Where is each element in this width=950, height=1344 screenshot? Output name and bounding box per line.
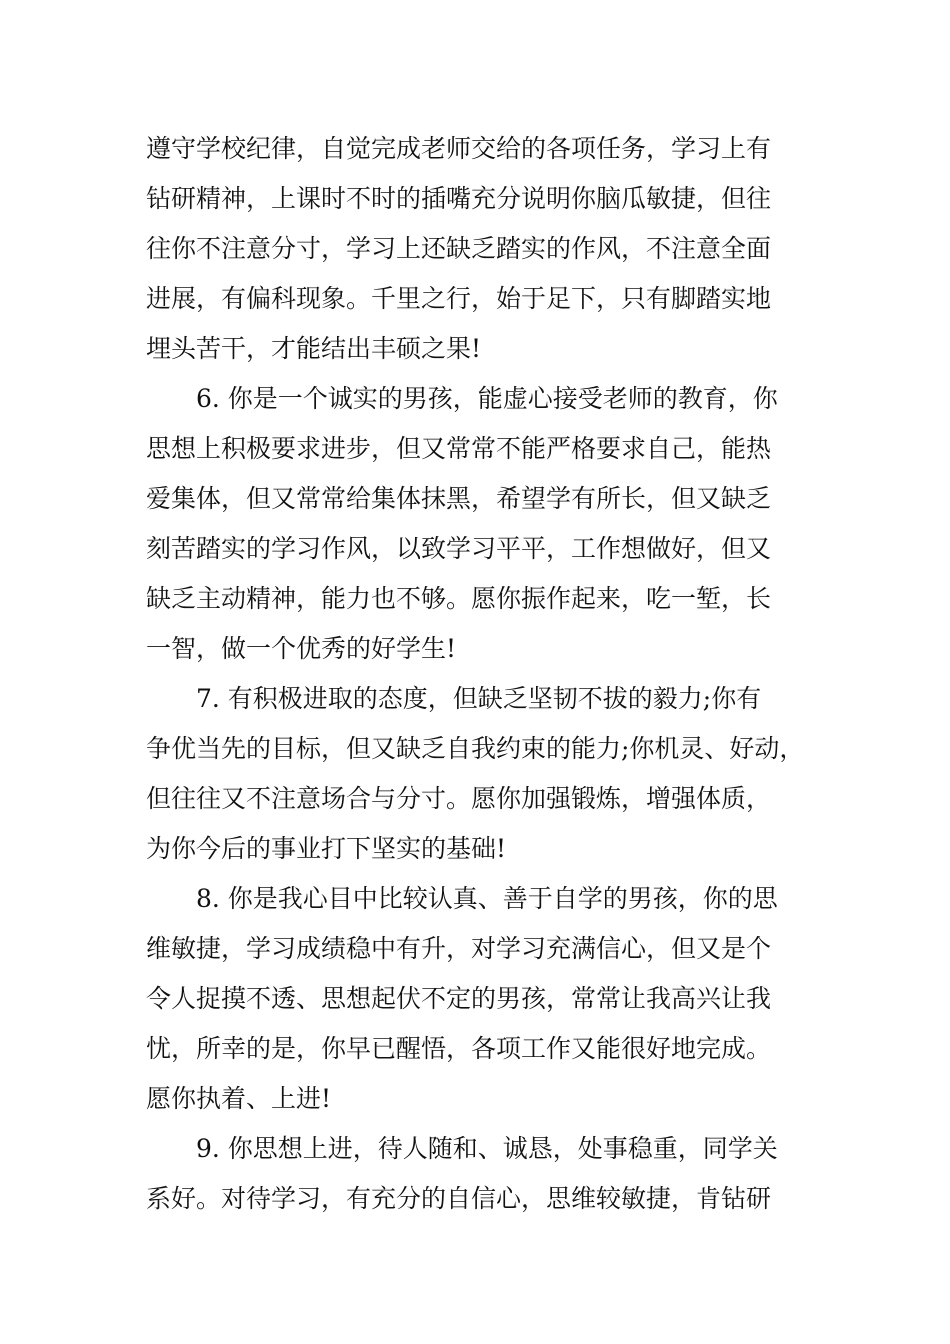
text-line: 令人捉摸不透、思想起伏不定的男孩，常常让我高兴让我 xyxy=(146,984,772,1013)
text-line: 7. 有积极进取的态度，但缺乏坚韧不拔的毅力;你有 xyxy=(196,684,762,713)
text-line: 往你不注意分寸，学习上还缺乏踏实的作风，不注意全面 xyxy=(146,234,772,263)
text-line: 缺乏主动精神，能力也不够。愿你振作起来，吃一堑，长 xyxy=(146,584,772,613)
paragraph-6 xyxy=(146,374,836,674)
text-line: 爱集体，但又常常给集体抹黑，希望学有所长，但又缺乏 xyxy=(146,484,772,513)
text-line: 刻苦踏实的学习作风，以致学习平平，工作想做好，但又 xyxy=(146,534,772,563)
text-line: 遵守学校纪律，自觉完成老师交给的各项任务，学习上有 xyxy=(146,134,772,163)
text-line: 埋头苦干，才能结出丰硕之果! xyxy=(146,334,482,363)
text-line: 思想上积极要求进步，但又常常不能严格要求自己，能热 xyxy=(146,434,772,463)
text-line: 维敏捷，学习成绩稳中有升，对学习充满信心，但又是个 xyxy=(146,934,772,963)
text-line: 系好。对待学习，有充分的自信心，思维较敏捷，肯钻研 xyxy=(146,1184,772,1213)
text-line: 6. 你是一个诚实的男孩，能虚心接受老师的教育，你 xyxy=(196,384,778,413)
text-line: 愿你执着、上进! xyxy=(146,1084,332,1113)
paragraph-8 xyxy=(146,874,836,1124)
paragraph-9 xyxy=(146,1124,836,1224)
text-line: 但往往又不注意场合与分寸。愿你加强锻炼，增强体质， xyxy=(146,784,772,813)
paragraph-7 xyxy=(146,674,836,874)
text-line: 9. 你思想上进，待人随和、诚恳，处事稳重，同学关 xyxy=(196,1134,778,1163)
text-line: 8. 你是我心目中比较认真、善于自学的男孩，你的思 xyxy=(196,884,778,913)
text-line: 一智，做一个优秀的好学生! xyxy=(146,634,457,663)
text-line: 争优当先的目标，但又缺乏自我约束的能力;你机灵、好动， xyxy=(146,734,805,763)
text-line: 为你今后的事业打下坚实的基础! xyxy=(146,834,507,863)
text-line: 进展，有偏科现象。千里之行，始于足下，只有脚踏实地 xyxy=(146,284,772,313)
text-line: 忧，所幸的是，你早已醒悟，各项工作又能很好地完成。 xyxy=(146,1034,772,1063)
paragraph-5-continuation xyxy=(146,124,836,374)
document-body xyxy=(146,124,836,1224)
text-line: 钻研精神，上课时不时的插嘴充分说明你脑瓜敏捷，但往 xyxy=(146,184,772,213)
